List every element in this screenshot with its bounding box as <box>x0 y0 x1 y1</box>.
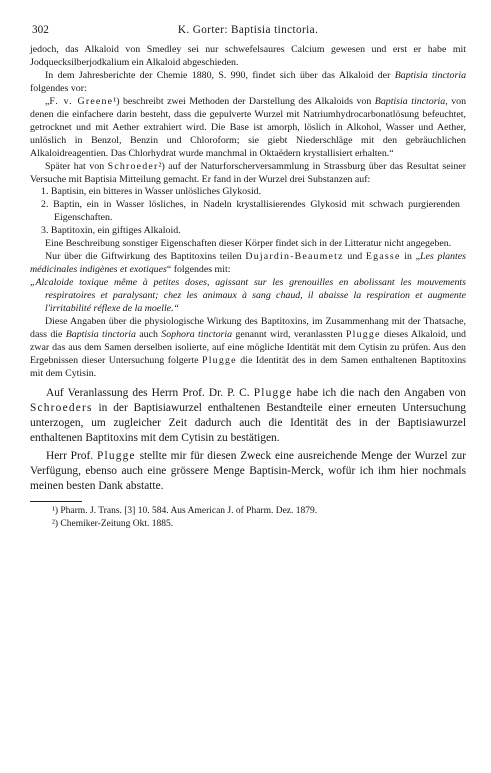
author-schroeder: Schroeder <box>107 160 159 172</box>
author-plugge: Plugge <box>345 328 381 340</box>
running-title: K. Gorter: Baptisia tinctoria. <box>177 24 319 36</box>
author-dujardin-beaumetz: Dujardin-Beaumetz <box>245 251 344 263</box>
page <box>30 22 466 530</box>
paragraph-plugge-cytisin: Diese Angaben über die physiologische Wirkung des Baptitoxins, im Zusammenhang mit der Thatsache, dass die Baptisia tinctoria auch Sophora tinctoria genannt wird, veranlassten Plugge dieses Alkaloid, und zwar das aus dem Samen derselben isolierte, auf eine mögliche Identität mit dem Cytisin zu prüfen. Aus den Ergebnissen dieser Untersuchung folgerte Plugge die Identität des in dem Samen enthaltenen Baptitoxins mit dem Cytisin. <box>30 316 466 379</box>
paragraph-beschreibung: Eine Beschreibung sonstiger Eigenschaften dieser Körper findet sich in der Litteratur nicht angegeben. <box>45 238 452 250</box>
substances-list <box>30 186 466 238</box>
footnotes <box>30 505 466 530</box>
body-small-text <box>30 44 466 381</box>
paragraph-herr-prof: Herr Prof. Plugge stellte mir für diesen Zweck eine ausreichende Menge der Wurzel zur Verfügung, ebenso auch eine grössere Menge Baptisin-Merck, wofür ich ihm hier nochmals meinen besten Dank abstatte. <box>30 449 466 492</box>
footnote-2: ²) Chemiker-Zeitung Okt. 1885. <box>52 518 174 529</box>
footnote-1: ¹) Pharm. J. Trans. [3] 10. 584. Aus American J. of Pharm. Dez. 1879. <box>52 506 318 517</box>
footnote-ref-2: ²) <box>158 160 165 172</box>
paragraph-jahresbericht: In dem Jahresberichte der Chemie 1880, S. 990, findet sich über das Alkaloid der Baptisia tinctoria folgendes vor: <box>30 69 467 94</box>
author-plugge: Plugge <box>96 449 136 462</box>
footnote-ref-1: ¹) <box>113 95 120 107</box>
list-item: 2. Baptin, ein in Wasser lösliches, in Nadeln krystallisierendes Glykosid mit schwach purgierenden Eigenschaften. <box>41 199 460 224</box>
quote-greene: „F. v. Greene¹) beschreibt zwei Methoden der Darstellung des Alkaloids von Baptisia tinctoria, von denen die einfachere darin besteht, dass die gepulverte Wurzel mit Natriumhydrocarbonatlösung befeuchtet, getrocknet und mit Aether extrahiert wird. Die Base ist amorph, löslich in Alkohol, Wasser und Aether, unlöslich in Benzol, Benzin und Chloroform; sie giebt Niederschläge mit den gebräuchlichen Alkaloidreagentien. Das Chlorhydrat wurde manchmal in Oktaëdern krystallisiert erhalten.“ <box>30 95 467 159</box>
author-schroeders: Schroeders <box>30 401 93 414</box>
author-plugge: Plugge <box>253 386 293 399</box>
body-large-text <box>30 386 466 494</box>
paragraph-giftwirkung: Nur über die Giftwirkung des Baptitoxins teilen Dujardin-Beaumetz und Egasse in „Les plantes médicinales indigènes et exotiques“ folgendes mit: <box>30 251 466 276</box>
page-number: 302 <box>32 24 49 36</box>
list-item: 1. Baptisin, ein bitteres in Wasser unlösliches Glykosid. <box>41 186 262 198</box>
paragraph-continuation: jedoch, das Alkaloid von Smedley sei nur schwefelsaures Calcium gewesen und erst er habe mit Jodquecksilberjodkalium ein Alkaloid abgeschieden. <box>30 44 466 68</box>
author-egasse: Egasse <box>365 251 401 263</box>
author-greene: F. v. Greene <box>49 95 114 107</box>
running-header <box>30 22 466 44</box>
footnote-divider <box>30 501 82 502</box>
author-plugge: Plugge <box>202 354 237 366</box>
list-item: 3. Baptitoxin, ein giftiges Alkaloid. <box>41 225 181 237</box>
quote-french: „Alcaloide toxique même à petites doses, agissant sur les grenouilles en abolissant les mouvements respiratoires et paralysant; chez les animaux à sang chaud, il abaisse la respiration et augmente l'irritabilité réflexe de la moelle.“ <box>30 277 466 315</box>
paragraph-schroeder: Später hat von Schroeder²) auf der Naturforscherversammlung in Strassburg über das Resultat seiner Versuche mit Baptisia Mitteilung gemacht. Er fand in der Wurzel drei Substanzen auf: <box>30 160 466 185</box>
paragraph-veranlassung: Auf Veranlassung des Herrn Prof. Dr. P. C. Plugge habe ich die nach den Angaben von Schroeders in der Baptisiawurzel enthaltenen Bestandteile einer erneuten Untersuchung unterzogen, um zugleicher Zeit dadurch auch die Identität des in der Baptisiawurzel enthaltenen Baptitoxins mit dem Cytisin zu bestätigen. <box>30 386 466 445</box>
